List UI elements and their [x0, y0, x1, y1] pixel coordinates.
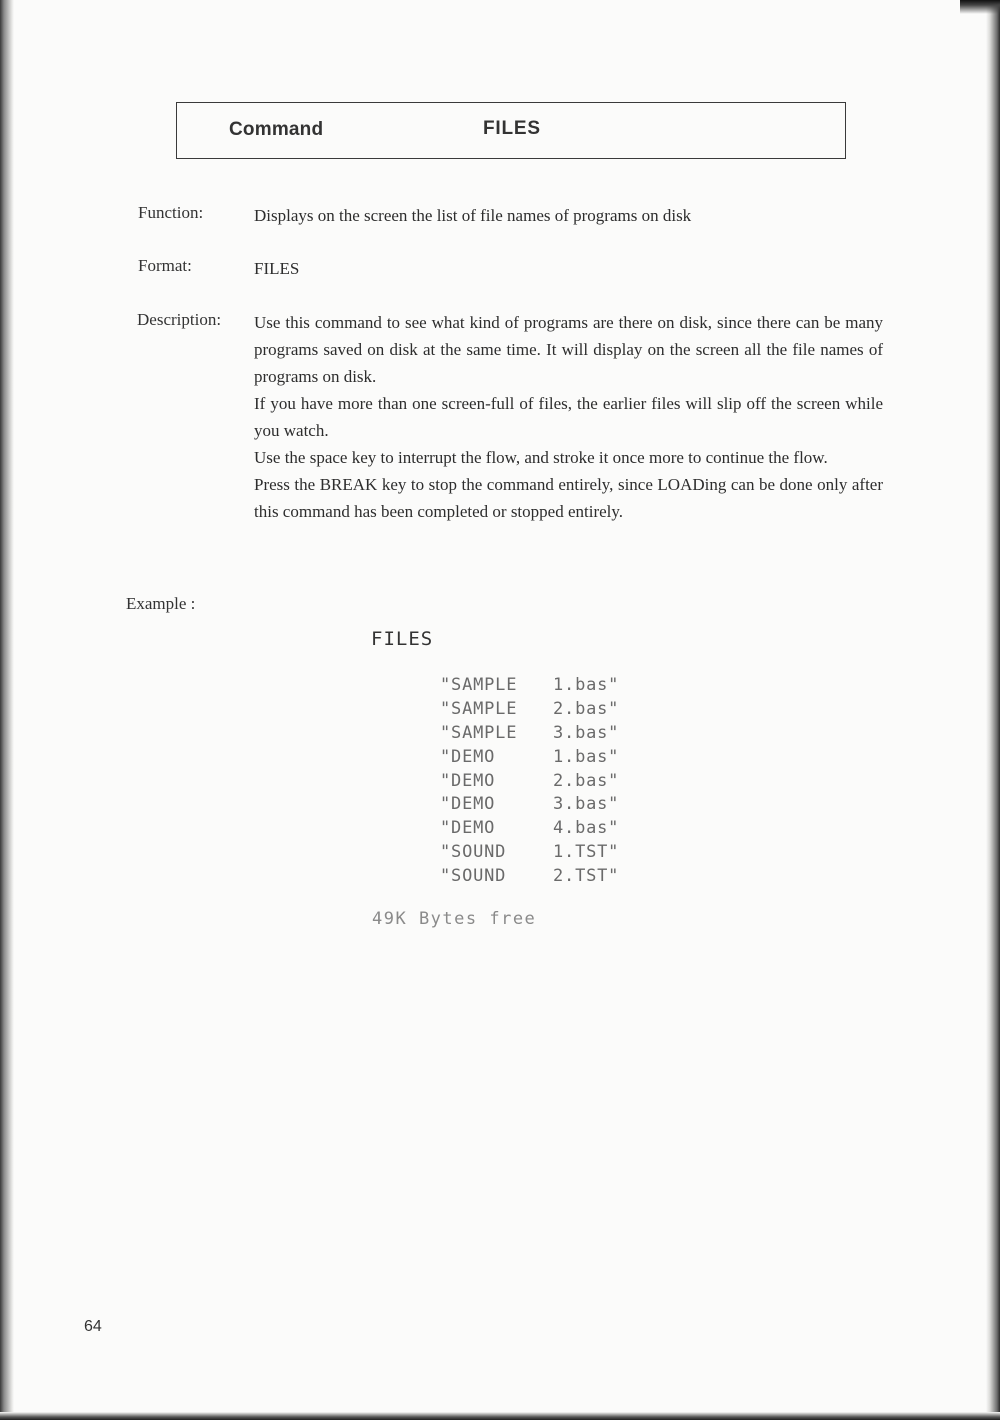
description-paragraph: If you have more than one screen-full of files, the earlier files will slip off the screen while you watch.: [254, 394, 883, 440]
description-body: [254, 309, 883, 525]
file-name: "DEMO: [440, 794, 496, 815]
page-right-edge: [986, 0, 1000, 1420]
description-paragraph: Use the space key to interrupt the flow, and stroke it once more to continue the flow.: [254, 448, 828, 467]
file-entry: [440, 699, 619, 723]
example-command: FILES: [371, 628, 434, 650]
page-bottom-edge: [0, 1412, 1000, 1420]
file-entry: [440, 866, 619, 890]
format-text: FILES: [254, 259, 300, 278]
file-extension: 2.bas": [553, 698, 620, 719]
file-name: "DEMO: [440, 746, 496, 767]
file-extension: 2.TST": [553, 866, 620, 887]
description-paragraph: Press the BREAK key to stop the command entirely, since LOADing can be done only after this command has been completed or stopped entirely.: [254, 475, 883, 521]
file-listing: [440, 675, 619, 890]
file-entry: [440, 818, 619, 842]
file-name: "DEMO: [440, 818, 496, 839]
file-entry: [440, 675, 619, 699]
command-header-box: [176, 102, 846, 159]
file-extension: 4.bas": [553, 818, 620, 839]
file-name: "SOUND: [440, 842, 507, 863]
page-number: 64: [84, 1318, 102, 1335]
command-label: Command: [229, 119, 324, 140]
description-term: Description:: [137, 310, 222, 329]
file-extension: 1.TST": [553, 842, 620, 863]
file-name: "SAMPLE: [440, 698, 518, 719]
function-term: Function:: [138, 203, 204, 222]
file-entry: [440, 747, 619, 771]
file-extension: 3.bas": [553, 722, 620, 743]
file-extension: 2.bas": [553, 770, 620, 791]
file-entry: [440, 842, 619, 866]
description-paragraph: Use this command to see what kind of programs are there on disk, since there can be many programs saved on disk at the same time. It will display on the screen all the file names of programs on disk.: [254, 313, 883, 386]
file-extension: 3.bas": [553, 794, 620, 815]
bytes-free-line: 49K Bytes free: [372, 909, 537, 929]
file-name: "DEMO: [440, 770, 496, 791]
command-name: FILES: [483, 118, 541, 139]
file-entry: [440, 794, 619, 818]
page-binding-shadow: [0, 0, 14, 1420]
format-term: Format:: [138, 256, 192, 275]
file-extension: 1.bas": [553, 746, 620, 767]
page-corner-shadow: [960, 0, 1000, 14]
function-text: Displays on the screen the list of file names of programs on disk: [254, 206, 692, 225]
file-extension: 1.bas": [553, 675, 620, 695]
file-name: "SOUND: [440, 866, 507, 887]
file-name: "SAMPLE: [440, 722, 518, 743]
file-name: "SAMPLE: [440, 675, 518, 695]
example-label: Example :: [126, 594, 196, 613]
file-entry: [440, 771, 619, 795]
file-entry: [440, 723, 619, 747]
